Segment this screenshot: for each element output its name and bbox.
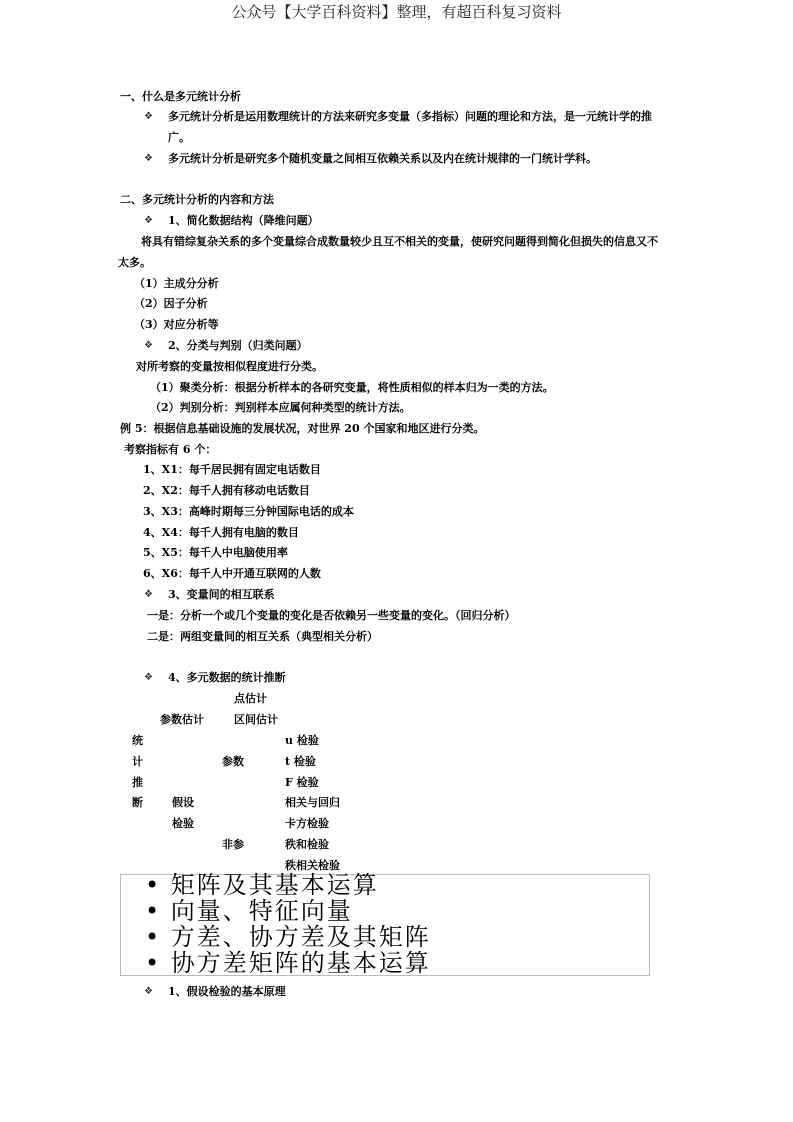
tree-label: 断 bbox=[132, 796, 143, 809]
list-item: 2、X2：每千人拥有移动电话数目 bbox=[143, 484, 310, 497]
list-item: 1、X1：每千居民拥有固定电话数目 bbox=[143, 463, 321, 476]
list-item: （3）对应分析等 bbox=[134, 318, 219, 331]
tree-label: 推 bbox=[132, 776, 143, 789]
list-item: （1）主成分分析 bbox=[134, 277, 219, 290]
tree-label: 计 bbox=[132, 755, 143, 768]
paragraph: 二是：两组变量间的相互关系（典型相关分析） bbox=[147, 630, 378, 643]
diamond-bullet-icon: ❖ bbox=[144, 153, 153, 164]
tree-label: 统 bbox=[132, 734, 143, 747]
list-item: （2）判别分析：判别样本应属何种类型的统计方法。 bbox=[150, 401, 411, 414]
diamond-bullet-icon: ❖ bbox=[144, 672, 153, 683]
subheading: 2、分类与判别（归类问题） bbox=[168, 339, 308, 352]
paragraph: 一是：分析一个或几个变量的变化是否依赖另一些变量的变化。（回归分析） bbox=[147, 609, 516, 622]
diamond-bullet-icon: ❖ bbox=[144, 215, 153, 226]
section-1-title: 一、什么是多元统计分析 bbox=[120, 90, 241, 103]
test-label: 相关与回归 bbox=[285, 796, 340, 809]
tree-label: 假设 bbox=[172, 796, 194, 809]
box-item: • 方差、协方差及其矩阵 bbox=[145, 923, 431, 951]
list-item: （2）因子分析 bbox=[134, 297, 208, 310]
test-label: t 检验 bbox=[285, 755, 316, 768]
paragraph: 考察指标有 6 个： bbox=[124, 443, 217, 456]
test-label: 秩和检验 bbox=[285, 838, 329, 851]
list-item: （1）聚类分析：根据分析样本的各研究变量，将性质相似的样本归为一类的方法。 bbox=[150, 381, 554, 394]
subheading: 1、假设检验的基本原理 bbox=[168, 985, 286, 998]
list-item: 6、X6：每千人中开通互联网的人数 bbox=[143, 567, 321, 580]
box-item: • 向量、特征向量 bbox=[145, 897, 353, 925]
tree-label: 非参 bbox=[222, 838, 244, 851]
paragraph: 广。 bbox=[168, 131, 190, 144]
tree-label: 参数 bbox=[222, 755, 244, 768]
test-label: u 检验 bbox=[285, 734, 319, 747]
subheading: 3、变量间的相互联系 bbox=[168, 588, 275, 601]
paragraph: 例 5：根据信息基础设施的发展状况，对世界 20 个国家和地区进行分类。 bbox=[120, 422, 485, 435]
test-label: 卡方检验 bbox=[285, 817, 329, 830]
diamond-bullet-icon: ❖ bbox=[144, 589, 153, 600]
list-item: 4、X4：每千人拥有电脑的数目 bbox=[143, 526, 299, 539]
box-item: • 协方差矩阵的基本运算 bbox=[145, 949, 431, 977]
subheading: 1、简化数据结构（降维问题） bbox=[168, 214, 319, 227]
section-2-title: 二、多元统计分析的内容和方法 bbox=[120, 193, 274, 206]
tree-label: 点估计 bbox=[234, 692, 267, 705]
diamond-bullet-icon: ❖ bbox=[144, 111, 153, 122]
diamond-bullet-icon: ❖ bbox=[144, 986, 153, 997]
list-item: 5、X5：每千人中电脑使用率 bbox=[143, 546, 288, 559]
paragraph: 对所考察的变量按相似程度进行分类。 bbox=[136, 360, 323, 373]
list-item: 3、X3：高峰时期每三分钟国际电话的成本 bbox=[143, 505, 354, 518]
box-item: • 矩阵及其基本运算 bbox=[145, 871, 379, 899]
tree-label: 参数估计 bbox=[160, 713, 204, 726]
diamond-bullet-icon: ❖ bbox=[144, 340, 153, 351]
tree-label: 区间估计 bbox=[234, 713, 278, 726]
paragraph: 多元统计分析是研究多个随机变量之间相互依赖关系以及内在统计规律的一门统计学科。 bbox=[168, 152, 597, 165]
tree-label: 检验 bbox=[172, 817, 194, 830]
subheading: 4、多元数据的统计推断 bbox=[168, 671, 286, 684]
test-label: F 检验 bbox=[285, 776, 319, 789]
page-header: 公众号【大学百科资料】整理，有超百科复习资料 bbox=[231, 3, 562, 21]
paragraph: 多元统计分析是运用数理统计的方法来研究多变量（多指标）问题的理论和方法，是一元统计学的推 bbox=[168, 110, 652, 123]
paragraph: 将具有错综复杂关系的多个变量综合成数量较少且互不相关的变量，使研究问题得到简化但损失的信息又不 bbox=[141, 235, 658, 248]
paragraph: 太多。 bbox=[118, 256, 151, 269]
topic-box bbox=[120, 871, 650, 977]
test-label: 秩相关检验 bbox=[285, 859, 340, 872]
